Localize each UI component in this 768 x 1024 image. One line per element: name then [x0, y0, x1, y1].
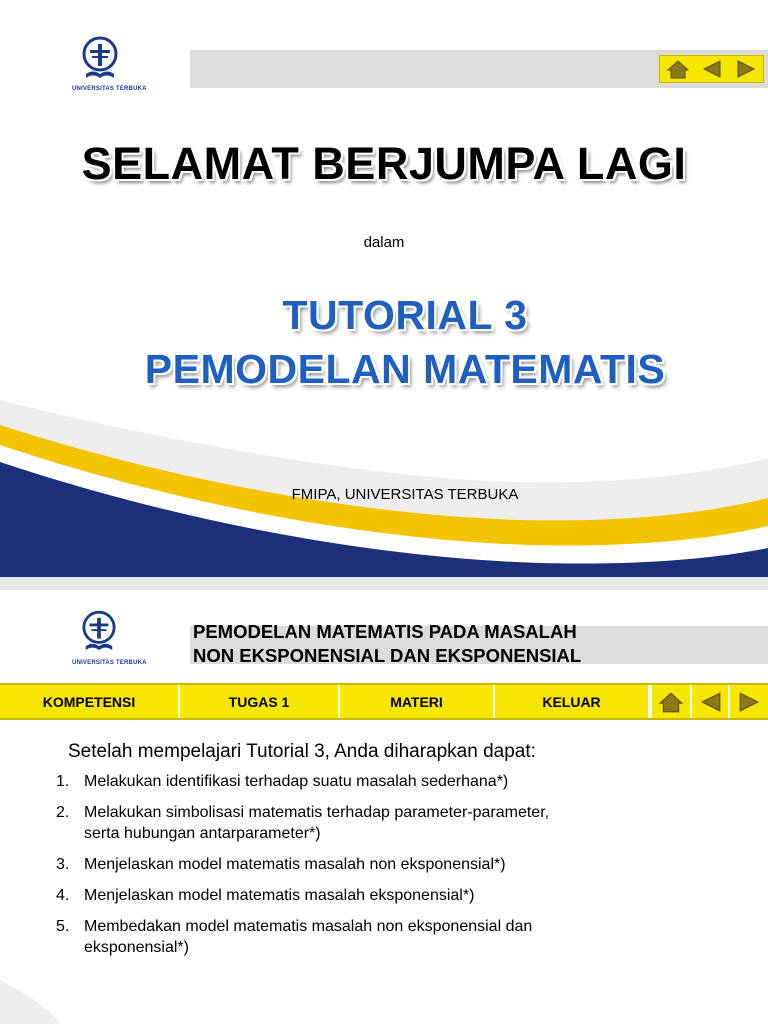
slide-separator — [0, 577, 768, 590]
logo-caption-small: UNIVERSITAS TERBUKA — [72, 660, 147, 666]
list-item — [56, 916, 696, 958]
item-number: 5. — [56, 918, 70, 935]
home-button[interactable] — [650, 685, 690, 718]
slide-heading — [193, 620, 581, 668]
heading-line-1: PEMODELAN MATEMATIS PADA MASALAH — [193, 621, 577, 642]
arrow-right-icon — [738, 692, 760, 712]
university-logo-small — [82, 610, 116, 654]
list-item — [56, 771, 696, 792]
menu-materi-button[interactable]: MATERI — [340, 685, 495, 718]
item-text: Melakukan simbolisasi matematis terhadap parameter-parameter, — [84, 804, 550, 821]
objectives-list — [56, 771, 696, 968]
arrow-right-icon[interactable] — [736, 60, 756, 78]
objectives-intro: Setelah mempelajari Tutorial 3, Anda diharapkan dapat: — [68, 741, 536, 762]
faculty-footer: FMIPA, UNIVERSITAS TERBUKA — [291, 486, 519, 503]
item-number: 3. — [56, 856, 70, 873]
tutorial-number: TUTORIAL 3 — [282, 292, 528, 338]
subtitle: dalam — [363, 234, 405, 251]
prev-button[interactable] — [690, 685, 730, 718]
menu-keluar-button[interactable]: KELUAR — [495, 685, 650, 718]
heading-line-2: NON EKSPONENSIAL DAN EKSPONENSIAL — [193, 645, 582, 666]
list-item — [56, 885, 696, 906]
logo-caption: UNIVERSITAS TERBUKA — [72, 86, 147, 92]
item-text: Menjelaskan model matematis masalah non eksponensial*) — [84, 856, 506, 873]
list-item — [56, 802, 696, 844]
item-number: 1. — [56, 773, 70, 790]
welcome-title: SELAMAT BERJUMPA LAGI — [81, 138, 687, 189]
next-button[interactable] — [728, 685, 768, 718]
list-item — [56, 854, 696, 875]
menu-tugas1-button[interactable]: TUGAS 1 — [180, 685, 340, 718]
item-text-cont: eksponensial*) — [84, 939, 189, 956]
arrow-left-icon[interactable] — [702, 60, 722, 78]
item-number: 2. — [56, 804, 70, 821]
tutorial-topic: PEMODELAN MATEMATIS — [144, 346, 666, 392]
home-icon[interactable] — [667, 59, 689, 79]
item-text: Melakukan identifikasi terhadap suatu masalah sederhana*) — [84, 773, 509, 790]
home-icon — [659, 691, 683, 713]
university-logo — [82, 36, 118, 82]
item-text-cont: serta hubungan antarparameter*) — [84, 825, 321, 842]
menu-kompetensi-button[interactable]: KOMPETENSI — [0, 685, 180, 718]
item-number: 4. — [56, 887, 70, 904]
item-text: Membedakan model matematis masalah non eksponensial dan — [84, 918, 533, 935]
item-text: Menjelaskan model matematis masalah eksponensial*) — [84, 887, 475, 904]
menu-bar — [0, 683, 768, 720]
nav-controls — [659, 55, 764, 83]
arrow-left-icon — [700, 692, 722, 712]
